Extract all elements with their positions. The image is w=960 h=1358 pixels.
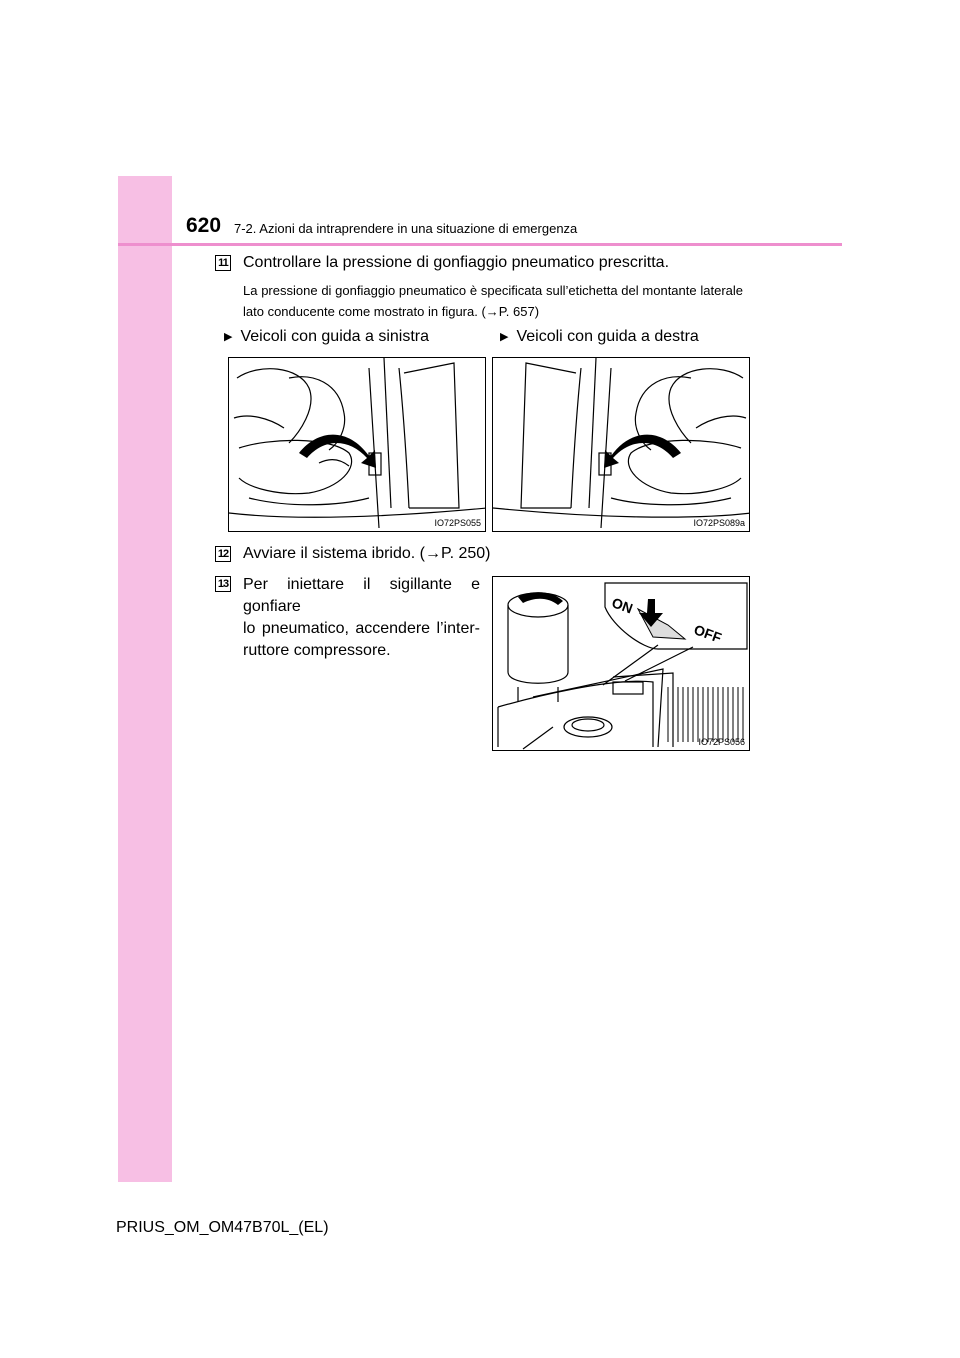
figure-code: IO72PS056: [698, 737, 745, 747]
car-seat-pillar-illustration: [493, 358, 750, 532]
car-seat-pillar-illustration: [229, 358, 486, 532]
step-number-11: 11: [215, 255, 231, 271]
figure-compressor-switch: [492, 576, 750, 751]
switch-off-label: OFF: [691, 621, 724, 646]
header-rule: [118, 243, 842, 246]
step-number-13: 13: [215, 576, 231, 592]
compressor-illustration: [493, 577, 750, 751]
side-tab: [118, 176, 172, 1182]
step-11-text: Controllare la pressione di gonfiaggio pneumatico prescritta.: [243, 254, 670, 271]
footer-document-code: PRIUS_OM_OM47B70L_(EL): [116, 1219, 329, 1236]
figure-code: IO72PS089a: [693, 518, 745, 528]
step-13-line-3: ruttore compressore.: [243, 642, 391, 659]
step-13-line-1: Per iniettare il sigillante e gonfiare: [243, 576, 480, 615]
triangle-marker-icon: ▶: [224, 331, 233, 343]
step-13-line-2: lo pneumatico, accendere l’inter-: [243, 620, 480, 637]
step-number-12: 12: [215, 546, 231, 562]
triangle-marker-icon: ▶: [500, 331, 509, 343]
figure-label-left-drive: ▶ Veicoli con guida a sinistra: [224, 326, 429, 348]
switch-on-label: ON: [609, 594, 635, 617]
step-12-text: Avviare il sistema ibrido. (→P. 250): [243, 545, 491, 562]
step-13-text: [243, 574, 480, 662]
figure-left-drive-pillar-label: [228, 357, 486, 532]
page-number: 620: [186, 214, 222, 237]
figure-code: IO72PS055: [434, 518, 481, 528]
figure-label-right-drive: ▶ Veicoli con guida a destra: [500, 326, 699, 348]
figure-right-drive-pillar-label: [492, 357, 750, 532]
step-11-note: La pressione di gonfiaggio pneumatico è specificata sull’etichetta del montante laterale lato conducente come mostrato in figura. (→P. 657): [243, 283, 743, 319]
section-title: 7-2. Azioni da intraprendere in una situazione di emergenza: [234, 221, 578, 236]
